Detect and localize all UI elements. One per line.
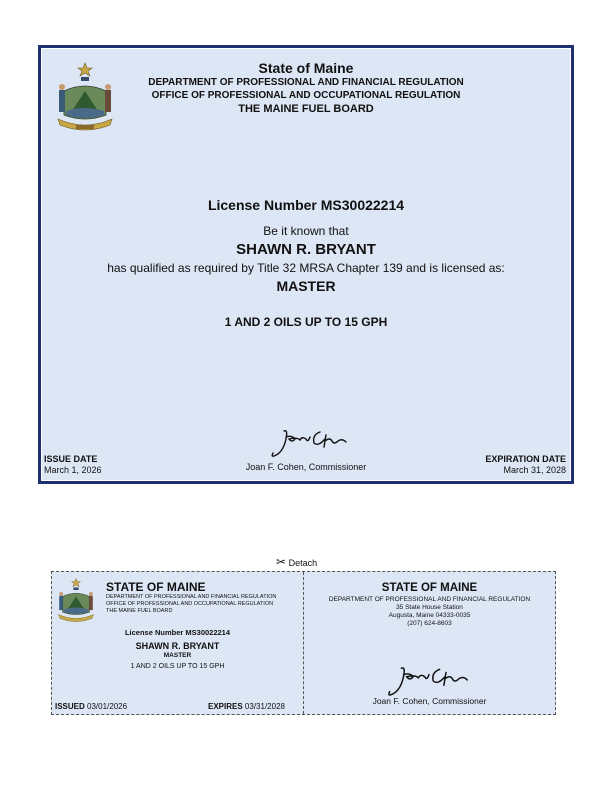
- card-commissioner-signature-icon: [386, 664, 472, 698]
- board-name: THE MAINE FUEL BOARD: [238, 103, 374, 115]
- issue-date-label: ISSUE DATE: [44, 454, 98, 464]
- card-back-phone: (207) 624-8603: [407, 620, 452, 627]
- detach-label: Detach: [288, 558, 318, 568]
- commissioner-name: Joan F. Cohen, Commissioner: [245, 462, 367, 472]
- card-expires-label: EXPIRES: [208, 702, 243, 711]
- be-it-known-text: Be it known that: [263, 224, 349, 238]
- card-issued-date: 03/01/2026: [87, 702, 128, 711]
- card-license-number: License Number MS30022214: [124, 628, 231, 637]
- detach-marker: [276, 555, 317, 569]
- card-back-city: Augusta, Maine 04333-0035: [388, 612, 471, 619]
- card-expires: [208, 702, 285, 711]
- office-name: OFFICE OF PROFESSIONAL AND OCCUPATIONAL REGULATION: [151, 90, 461, 101]
- card-issued: [55, 702, 127, 711]
- department-name: DEPARTMENT OF PROFESSIONAL AND FINANCIAL REGULATION: [148, 77, 464, 88]
- card-license-scope: 1 AND 2 OILS UP TO 15 GPH: [130, 663, 225, 670]
- issue-date: March 1, 2026: [44, 465, 102, 475]
- license-type: MASTER: [276, 278, 336, 294]
- card-expires-date: 03/31/2028: [244, 702, 285, 711]
- expiration-date-label: EXPIRATION DATE: [485, 454, 566, 464]
- licensee-name: SHAWN R. BRYANT: [236, 241, 376, 258]
- card-back-commissioner: Joan F. Cohen, Commissioner: [372, 696, 487, 706]
- card-license-type: MASTER: [163, 652, 192, 659]
- scissors-icon: ✂: [276, 555, 287, 569]
- certificate-panel: [41, 48, 571, 481]
- card-issued-label: ISSUED: [55, 702, 85, 711]
- license-certificate: [38, 45, 574, 484]
- commissioner-signature-icon: [270, 427, 350, 459]
- card-department: DEPARTMENT OF PROFESSIONAL AND FINANCIAL REGULATION: [106, 594, 277, 600]
- card-back-street: 35 State House Station: [396, 604, 463, 611]
- license-number: License Number MS30022214: [207, 197, 405, 213]
- state-title: State of Maine: [258, 60, 354, 76]
- card-licensee-name: SHAWN R. BRYANT: [135, 641, 220, 651]
- expiration-date: March 31, 2028: [503, 465, 566, 475]
- maine-state-seal-small-icon: [56, 577, 96, 625]
- card-back-state-title: STATE OF MAINE: [381, 582, 478, 594]
- qualified-text: has qualified as required by Title 32 MRSA Chapter 139 and is licensed as:: [107, 261, 505, 275]
- card-office: OFFICE OF PROFESSIONAL AND OCCUPATIONAL REGULATION: [106, 601, 274, 607]
- license-scope: 1 AND 2 OILS UP TO 15 GPH: [224, 315, 388, 329]
- card-board: THE MAINE FUEL BOARD: [106, 608, 173, 614]
- card-state-title: STATE OF MAINE: [106, 580, 206, 594]
- wallet-card: [51, 571, 556, 715]
- card-back-department: DEPARTMENT OF PROFESSIONAL AND FINANCIAL REGULATION: [328, 596, 531, 603]
